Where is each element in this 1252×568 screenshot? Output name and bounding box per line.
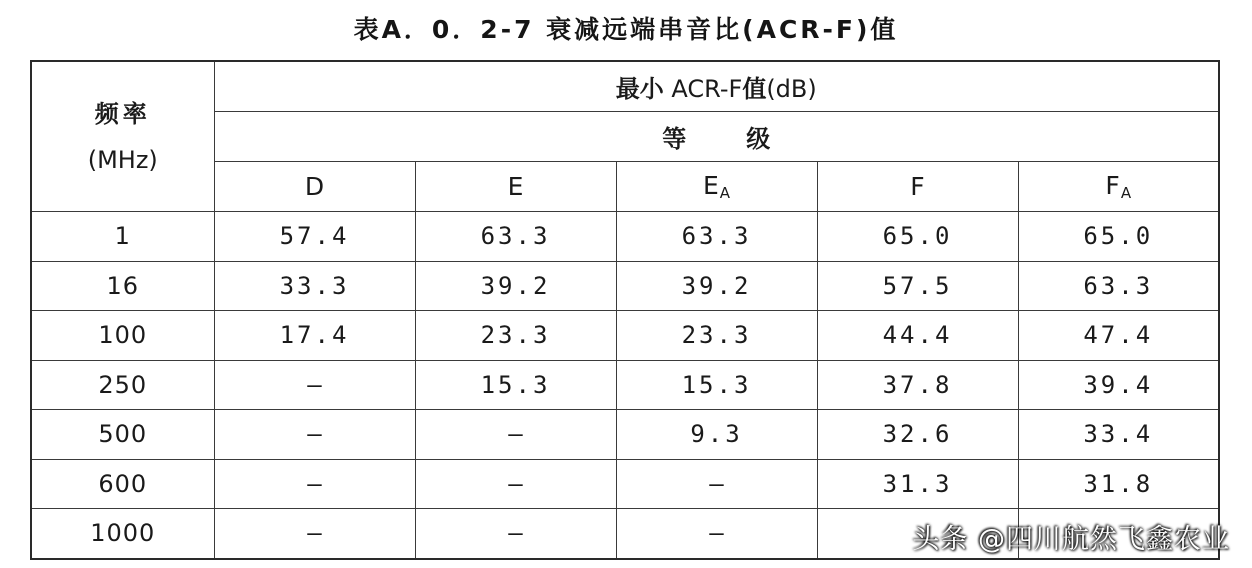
table-row (31, 360, 1219, 410)
value-cell: — (415, 459, 616, 509)
frequency-cell: 250 (31, 360, 214, 410)
table-row (31, 311, 1219, 361)
value-cell: — (214, 410, 415, 460)
value-cell: 63.3 (1018, 261, 1219, 311)
value-cell: 37.8 (817, 360, 1018, 410)
value-cell: 33.4 (1018, 410, 1219, 460)
value-cell: — (214, 509, 415, 559)
value-cell: 57.5 (817, 261, 1018, 311)
frequency-unit: (MHz) (87, 145, 158, 174)
value-cell: 47.4 (1018, 311, 1219, 361)
column-header-main: F (1105, 171, 1120, 200)
min-label-unit: (dB) (766, 75, 817, 103)
min-label-suffix: 值 (742, 75, 767, 103)
acr-f-table-container (30, 60, 1218, 560)
frequency-header (31, 61, 214, 212)
value-cell: 39.4 (1018, 360, 1219, 410)
watermark: 头条 @四川航然飞鑫农业 (912, 524, 1230, 555)
value-cell: 15.3 (616, 360, 817, 410)
value-cell: — (616, 459, 817, 509)
column-header-f (817, 162, 1018, 212)
column-header-main: D (304, 172, 325, 201)
min-acr-f-header (214, 61, 1219, 112)
frequency-cell: 16 (31, 261, 214, 311)
value-cell: 31.8 (1018, 459, 1219, 509)
column-header-main: E (507, 172, 524, 201)
value-cell: 33.3 (214, 261, 415, 311)
value-cell: 15.3 (415, 360, 616, 410)
value-cell: 63.3 (616, 212, 817, 262)
value-cell: 23.3 (616, 311, 817, 361)
grade-header: 等级 (214, 112, 1219, 162)
column-header-sub: A (1120, 184, 1132, 202)
value-cell: — (214, 459, 415, 509)
value-cell: 44.4 (817, 311, 1018, 361)
frequency-cell: 600 (31, 459, 214, 509)
table-title: 表A．0．2-7 衰减远端串音比(ACR-F)值 (353, 15, 899, 44)
header-row-1 (31, 61, 1219, 112)
column-header-e (415, 162, 616, 212)
table-body (31, 212, 1219, 559)
value-cell: 63.3 (415, 212, 616, 262)
value-cell: 39.2 (616, 261, 817, 311)
value-cell: 57.4 (214, 212, 415, 262)
table-row (31, 261, 1219, 311)
value-cell: 23.3 (415, 311, 616, 361)
column-header-ea (616, 162, 817, 212)
value-cell: 17.4 (214, 311, 415, 361)
column-header-main: F (910, 172, 925, 201)
table-row (31, 410, 1219, 460)
column-header-main: E (702, 171, 719, 200)
value-cell: 65.0 (1018, 212, 1219, 262)
frequency-cell: 1 (31, 212, 214, 262)
frequency-cell: 100 (31, 311, 214, 361)
value-cell: 9.3 (616, 410, 817, 460)
min-label-acr: ACR-F (671, 75, 743, 103)
value-cell: 65.0 (817, 212, 1018, 262)
value-cell: — (616, 509, 817, 559)
value-cell: — (415, 410, 616, 460)
value-cell: — (214, 360, 415, 410)
column-header-d (214, 162, 415, 212)
frequency-label: 频率 (94, 99, 151, 128)
frequency-cell: 500 (31, 410, 214, 460)
value-cell: 32.6 (817, 410, 1018, 460)
value-cell: 31.3 (817, 459, 1018, 509)
value-cell: 39.2 (415, 261, 616, 311)
table-row (31, 459, 1219, 509)
column-header-sub: A (719, 184, 731, 202)
column-header-fa (1018, 162, 1219, 212)
acr-f-table (30, 60, 1220, 560)
table-row (31, 212, 1219, 262)
value-cell: — (415, 509, 616, 559)
min-label-prefix: 最小 (615, 75, 664, 103)
frequency-cell: 1000 (31, 509, 214, 559)
